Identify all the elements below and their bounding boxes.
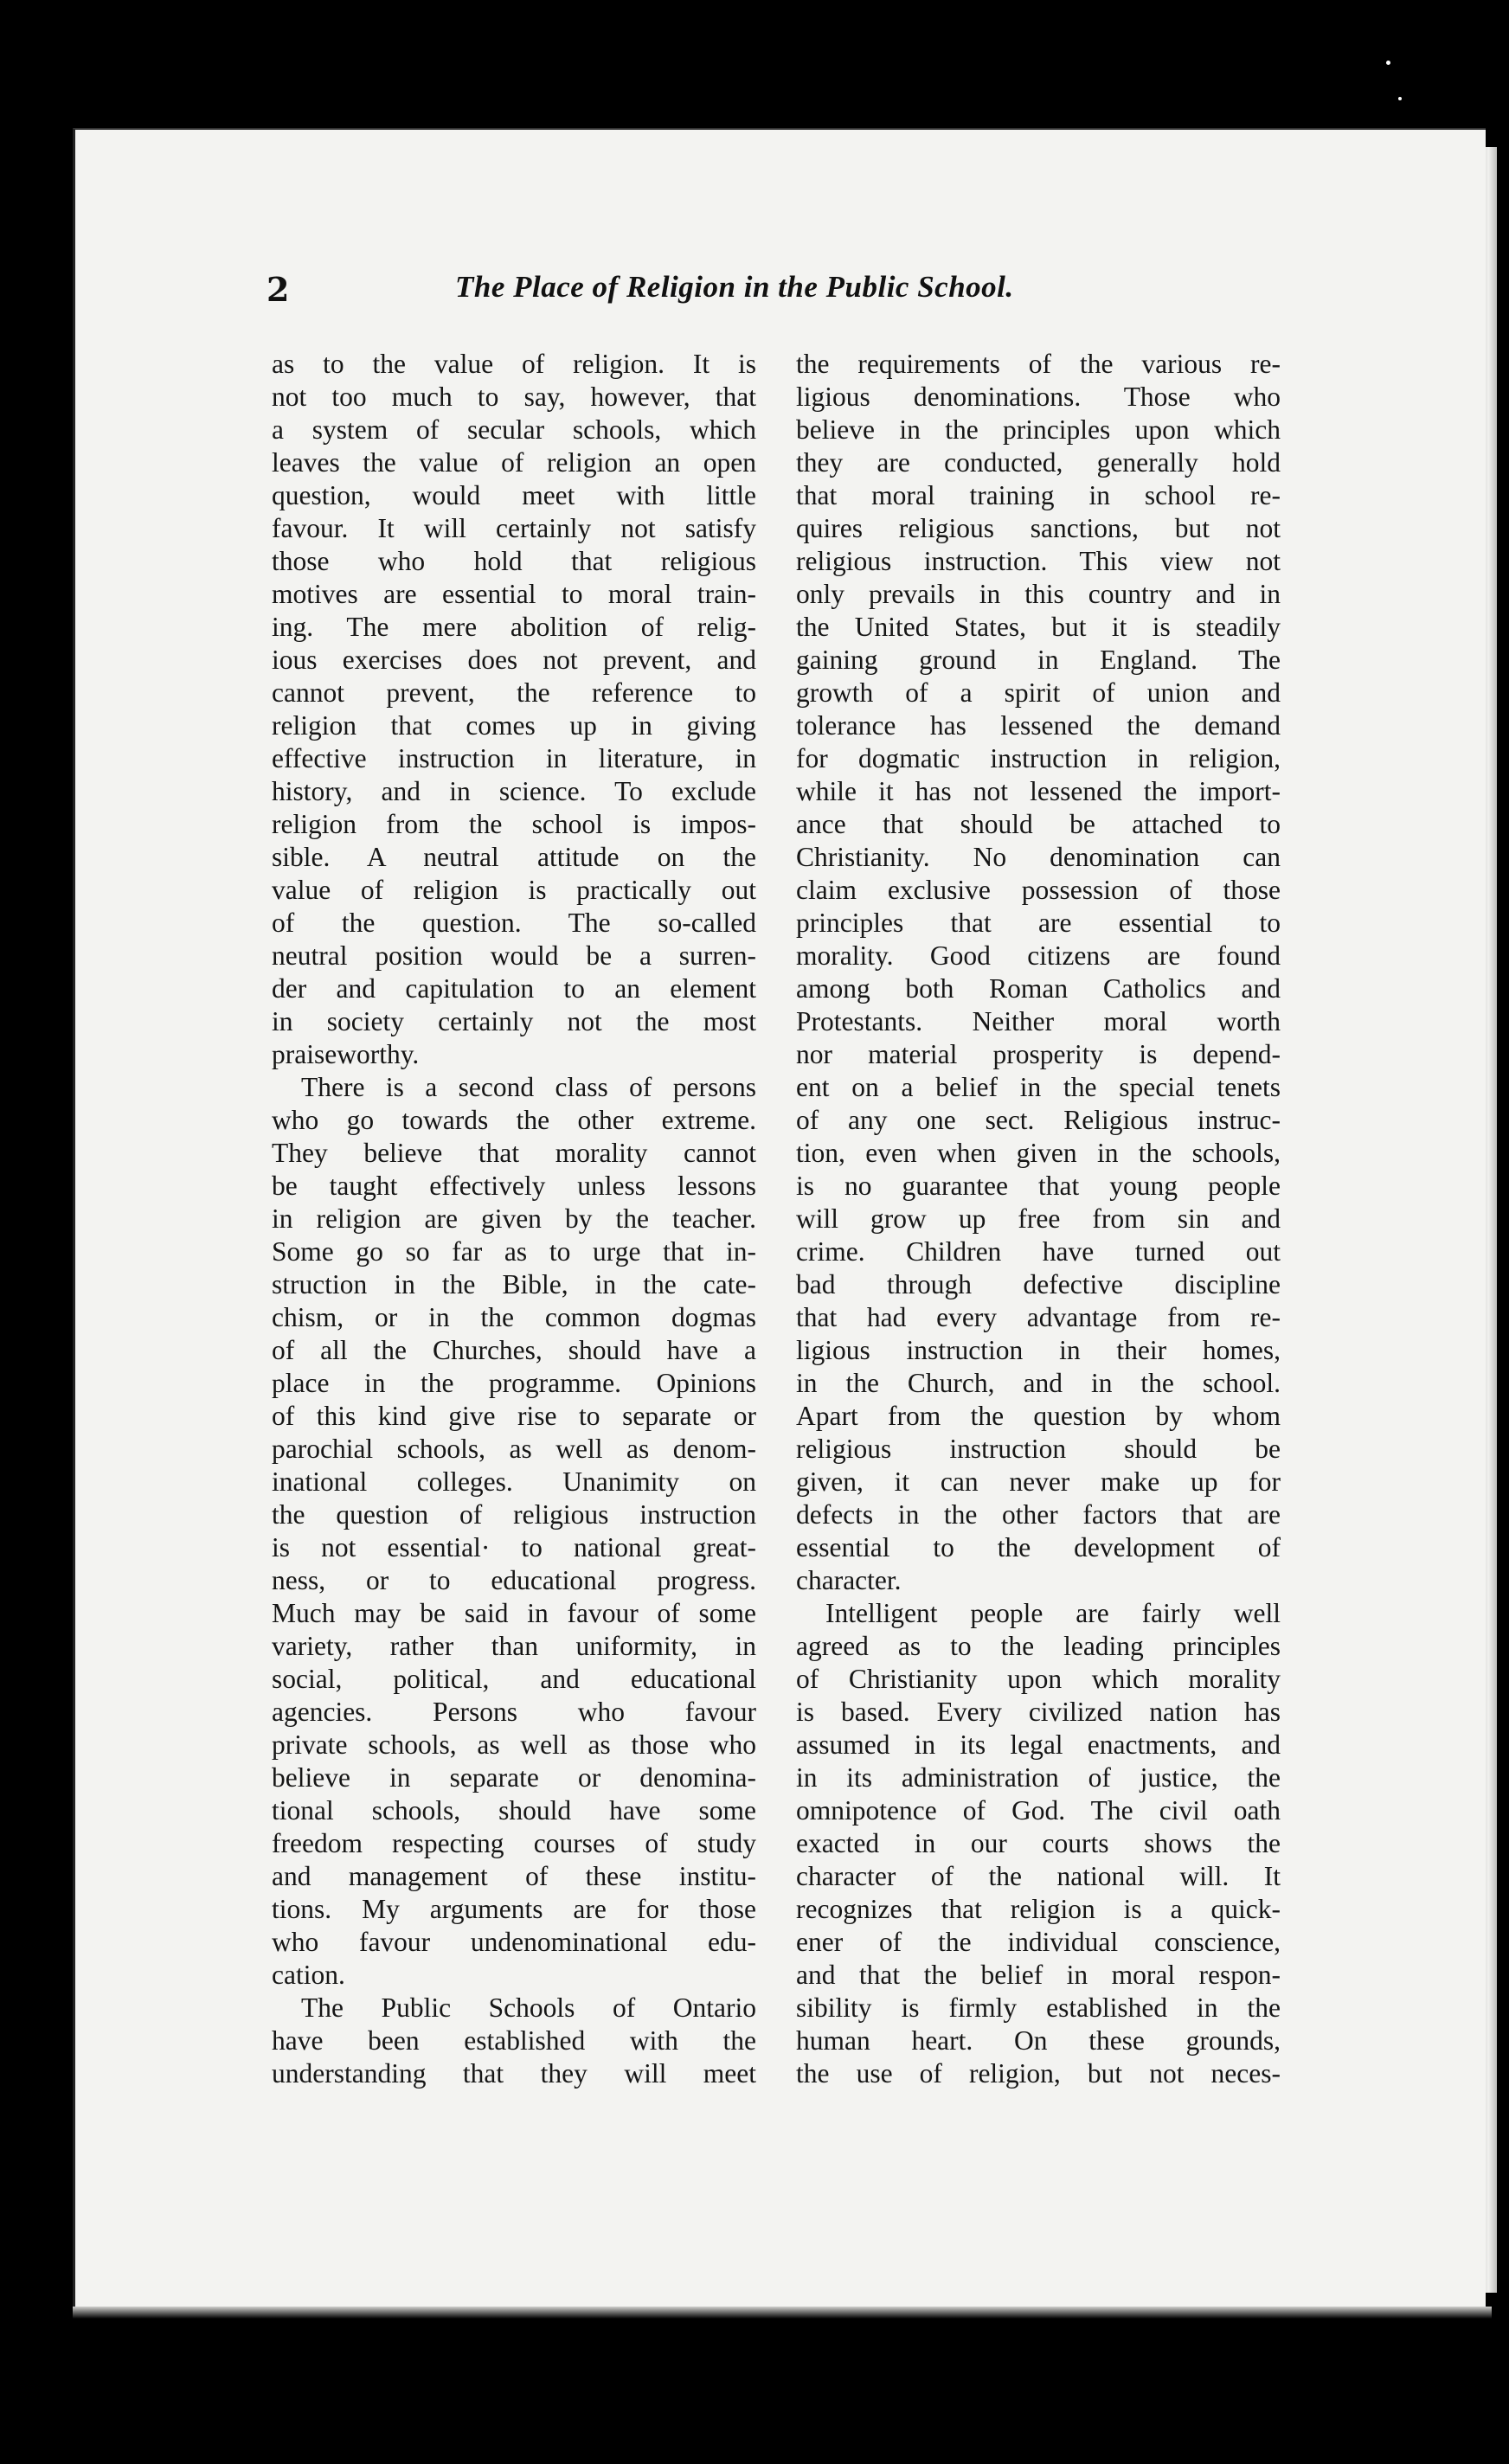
text-line: defects in the other factors that are: [796, 1499, 1281, 1530]
text-line: the question of religious instruction: [272, 1499, 756, 1530]
text-line: religion from the school is impos-: [272, 809, 756, 839]
text-line: tolerance has lessened the demand: [796, 710, 1281, 741]
text-line: Much may be said in favour of some: [272, 1598, 756, 1628]
text-line: of the question. The so-called: [272, 908, 756, 938]
text-line: in society certainly not the most: [272, 1006, 756, 1036]
text-line: who favour undenominational edu-: [272, 1927, 756, 1957]
text-line: quires religious sanctions, but not: [796, 513, 1281, 543]
text-line: religious instruction. This view not: [796, 546, 1281, 576]
text-line: question, would meet with little: [272, 480, 756, 510]
text-line: in its administration of justice, the: [796, 1762, 1281, 1793]
text-line: inational colleges. Unanimity on: [272, 1466, 756, 1497]
text-line: be taught effectively unless lessons: [272, 1171, 756, 1201]
scan-speck: [1386, 61, 1390, 65]
text-line: cannot prevent, the reference to: [272, 677, 756, 708]
text-line: motives are essential to moral train-: [272, 579, 756, 609]
page-header: [266, 270, 1287, 318]
text-line: that had every advantage from re-: [796, 1302, 1281, 1332]
text-line: the United States, but it is steadily: [796, 612, 1281, 642]
text-line: essential to the development of: [796, 1532, 1281, 1562]
text-line: is not essential· to national great-: [272, 1532, 756, 1562]
text-line: not too much to say, however, that: [272, 382, 756, 412]
text-line: der and capitulation to an element: [272, 973, 756, 1004]
text-line: ance that should be attached to: [796, 809, 1281, 839]
text-line: human heart. On these grounds,: [796, 2025, 1281, 2056]
text-line: The Public Schools of Ontario: [301, 1992, 756, 2023]
text-line: of Christianity upon which morality: [796, 1664, 1281, 1694]
text-line: that moral training in school re-: [796, 480, 1281, 510]
text-line: of any one sect. Religious instruc-: [796, 1105, 1281, 1135]
text-line: Christianity. No denomination can: [796, 842, 1281, 872]
text-line: value of religion is practically out: [272, 875, 756, 905]
text-line: of all the Churches, should have a: [272, 1335, 756, 1365]
text-line: ligious instruction in their homes,: [796, 1335, 1281, 1365]
text-line: religion that comes up in giving: [272, 710, 756, 741]
text-line: those who hold that religious: [272, 546, 756, 576]
text-line: religious instruction should be: [796, 1434, 1281, 1464]
text-line: freedom respecting courses of study: [272, 1828, 756, 1858]
text-line: sibility is firmly established in the: [796, 1992, 1281, 2023]
text-line: nor material prosperity is depend-: [796, 1039, 1281, 1069]
text-line: There is a second class of persons: [301, 1072, 756, 1102]
text-line: and that the belief in moral respon-: [796, 1960, 1281, 1990]
text-line: tion, even when given in the schools,: [796, 1138, 1281, 1168]
text-line: neutral position would be a surren-: [272, 940, 756, 971]
page-number: 2: [266, 270, 290, 309]
text-line: is based. Every civilized nation has: [796, 1697, 1281, 1727]
text-line: in the Church, and in the school.: [796, 1368, 1281, 1398]
text-line: agencies. Persons who favour: [272, 1697, 756, 1727]
text-line: cation.: [272, 1960, 345, 1990]
text-line: ious exercises does not prevent, and: [272, 645, 756, 675]
text-line: leaves the value of religion an open: [272, 447, 756, 478]
text-line: they are conducted, generally hold: [796, 447, 1281, 478]
text-line: Protestants. Neither moral worth: [796, 1006, 1281, 1036]
text-line: Intelligent people are fairly well: [825, 1598, 1281, 1628]
text-line: place in the programme. Opinions: [272, 1368, 756, 1398]
text-line: character of the national will. It: [796, 1861, 1281, 1891]
text-line: morality. Good citizens are found: [796, 940, 1281, 971]
text-line: ness, or to educational progress.: [272, 1565, 756, 1595]
text-line: the requirements of the various re-: [796, 349, 1281, 379]
text-line: of this kind give rise to separate or: [272, 1401, 756, 1431]
text-line: principles that are essential to: [796, 908, 1281, 938]
text-line: have been established with the: [272, 2025, 756, 2056]
text-line: They believe that morality cannot: [272, 1138, 756, 1168]
running-title: The Place of Religion in the Public School.: [455, 270, 1014, 304]
text-line: favour. It will certainly not satisfy: [272, 513, 756, 543]
text-line: among both Roman Catholics and: [796, 973, 1281, 1004]
text-line: believe in separate or denomina-: [272, 1762, 756, 1793]
text-line: tions. My arguments are for those: [272, 1894, 756, 1924]
text-line: believe in the principles upon which: [796, 414, 1281, 445]
page-shadow: [73, 2307, 1492, 2319]
text-line: a system of secular schools, which: [272, 414, 756, 445]
text-line: exacted in our courts shows the: [796, 1828, 1281, 1858]
text-line: and management of these institu-: [272, 1861, 756, 1891]
scan-speck: [1398, 97, 1402, 100]
text-line: recognizes that religion is a quick-: [796, 1894, 1281, 1924]
text-line: sible. A neutral attitude on the: [272, 842, 756, 872]
text-line: ligious denominations. Those who: [796, 382, 1281, 412]
text-line: omnipotence of God. The civil oath: [796, 1795, 1281, 1826]
text-line: claim exclusive possession of those: [796, 875, 1281, 905]
text-line: while it has not lessened the import-: [796, 776, 1281, 806]
text-line: variety, rather than uniformity, in: [272, 1631, 756, 1661]
text-line: agreed as to the leading principles: [796, 1631, 1281, 1661]
text-line: in religion are given by the teacher.: [272, 1203, 756, 1234]
text-line: ing. The mere abolition of relig-: [272, 612, 756, 642]
text-line: the use of religion, but not neces-: [796, 2058, 1281, 2089]
text-line: who go towards the other extreme.: [272, 1105, 756, 1135]
text-line: only prevails in this country and in: [796, 579, 1281, 609]
text-line: gaining ground in England. The: [796, 645, 1281, 675]
text-line: Apart from the question by whom: [796, 1401, 1281, 1431]
text-line: chism, or in the common dogmas: [272, 1302, 756, 1332]
text-line: Some go so far as to urge that in-: [272, 1236, 756, 1267]
text-line: crime. Children have turned out: [796, 1236, 1281, 1267]
text-line: praiseworthy.: [272, 1039, 420, 1069]
text-line: bad through defective discipline: [796, 1269, 1281, 1299]
text-line: will grow up free from sin and: [796, 1203, 1281, 1234]
text-line: as to the value of religion. It is: [272, 349, 756, 379]
text-line: for dogmatic instruction in religion,: [796, 743, 1281, 773]
text-line: tional schools, should have some: [272, 1795, 756, 1826]
text-line: assumed in its legal enactments, and: [796, 1729, 1281, 1760]
text-line: struction in the Bible, in the cate-: [272, 1269, 756, 1299]
text-line: character.: [796, 1565, 902, 1595]
left-text-column: [272, 348, 756, 2090]
text-line: ent on a belief in the special tenets: [796, 1072, 1281, 1102]
text-line: is no guarantee that young people: [796, 1171, 1281, 1201]
text-line: understanding that they will meet: [272, 2058, 756, 2089]
text-line: parochial schools, as well as denom-: [272, 1434, 756, 1464]
text-line: effective instruction in literature, in: [272, 743, 756, 773]
text-line: given, it can never make up for: [796, 1466, 1281, 1497]
text-line: history, and in science. To exclude: [272, 776, 756, 806]
text-line: growth of a spirit of union and: [796, 677, 1281, 708]
text-line: ener of the individual conscience,: [796, 1927, 1281, 1957]
text-line: private schools, as well as those who: [272, 1729, 756, 1760]
text-line: social, political, and educational: [272, 1664, 756, 1694]
right-text-column: [796, 348, 1281, 2090]
